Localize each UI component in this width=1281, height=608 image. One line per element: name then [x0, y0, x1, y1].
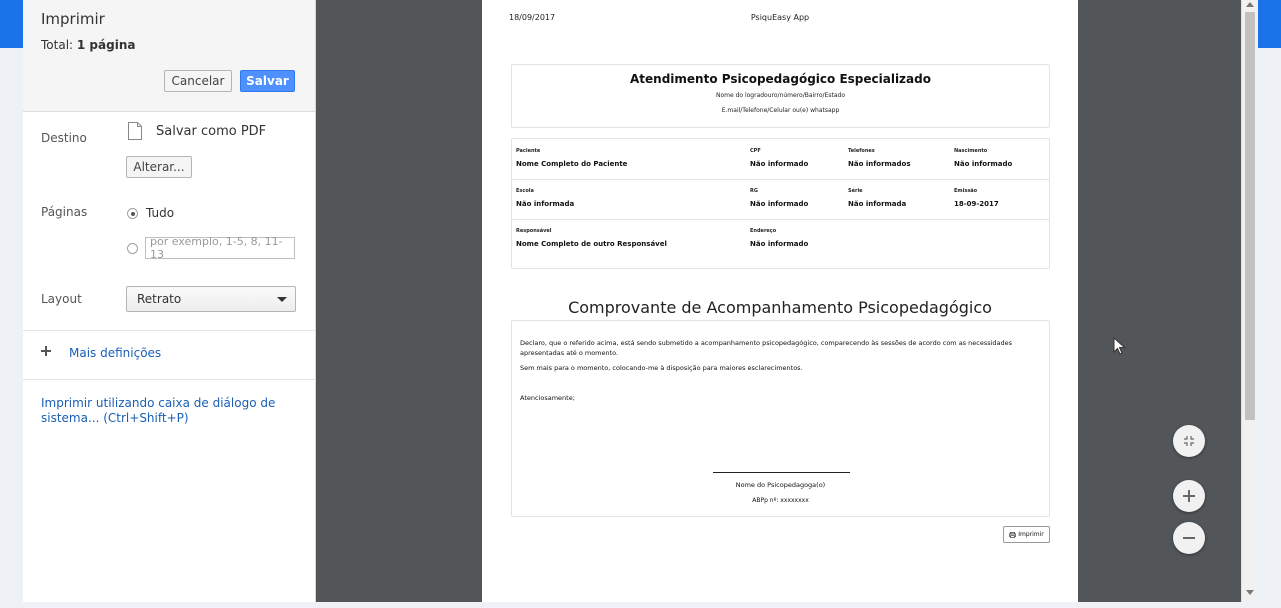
row-divider: [512, 179, 1049, 180]
print-settings-panel: [23, 0, 316, 602]
layout-select[interactable]: [126, 286, 296, 312]
field-label-endereco: Endereço: [750, 228, 777, 234]
field-label-nascimento: Nascimento: [954, 148, 988, 154]
field-label-rg: RG: [750, 188, 758, 194]
page-print-label: Imprimir: [1018, 531, 1044, 538]
field-value-cpf: Não informado: [750, 160, 809, 168]
layout-select-value: Retrato: [137, 292, 182, 306]
signature-name: Nome do Psicopedagoga(o): [735, 481, 826, 489]
chevron-down-icon: [277, 297, 287, 302]
receipt-closing: Atenciosamente;: [520, 394, 575, 402]
fit-to-page-icon: [1173, 425, 1205, 457]
field-value-paciente: Nome Completo do Paciente: [516, 160, 628, 168]
divider: [23, 379, 315, 380]
layout-label: Layout: [41, 292, 82, 306]
print-dialog-header: [23, 0, 315, 112]
destination-label: Destino: [41, 131, 87, 145]
preview-page: [482, 0, 1078, 602]
file-icon: [128, 122, 142, 140]
field-value-endereco: Não informado: [750, 240, 809, 248]
field-value-responsavel: Nome Completo de outro Responsável: [516, 240, 667, 248]
document-header-box: [511, 64, 1050, 128]
pages-label: Páginas: [41, 205, 88, 219]
field-value-escola: Não informada: [516, 200, 575, 208]
pages-custom-radio[interactable]: [127, 243, 138, 254]
signature-line: [713, 472, 850, 473]
row-divider: [512, 219, 1049, 220]
cancel-button[interactable]: Cancelar: [164, 70, 232, 92]
printer-icon: [1009, 532, 1016, 538]
total-pages: [41, 38, 135, 52]
receipt-body-box: [511, 320, 1050, 517]
page-app-name: PsiquEasy App: [750, 13, 810, 22]
field-label-cpf: CPF: [750, 148, 761, 154]
field-label-paciente: Paciente: [516, 148, 541, 154]
more-settings-link[interactable]: Mais definições: [69, 346, 162, 360]
page-date: 18/09/2017: [509, 13, 556, 22]
field-label-serie: Série: [848, 188, 863, 194]
background-header-left: [0, 0, 23, 48]
background-window-right: [1257, 0, 1281, 608]
background-header-right: [1257, 0, 1281, 48]
fit-to-page-button[interactable]: [1173, 425, 1205, 457]
window-bottom-edge: [23, 602, 1257, 608]
field-label-telefones: Telefones: [848, 148, 875, 154]
field-value-rg: Não informado: [750, 200, 809, 208]
print-dialog-title: Imprimir: [41, 10, 105, 28]
change-destination-button[interactable]: Alterar...: [126, 156, 192, 178]
scroll-thumb[interactable]: [1245, 12, 1255, 420]
preview-scrollbar[interactable]: [1241, 0, 1258, 602]
zoom-out-button[interactable]: [1173, 522, 1205, 554]
pages-all-label[interactable]: Tudo: [146, 206, 175, 220]
plus-icon[interactable]: [41, 346, 51, 356]
save-button[interactable]: Salvar: [240, 70, 295, 92]
field-label-responsavel: Responsável: [516, 228, 552, 234]
field-value-emissao: 18-09-2017: [954, 200, 999, 208]
field-label-emissao: Emissão: [954, 188, 978, 194]
patient-info-box: [511, 138, 1050, 269]
signature-registration: ABPp nº: xxxxxxxx: [752, 497, 809, 504]
document-contact: E.mail/Telefone/Celular ou(e) whatsapp: [721, 107, 840, 114]
receipt-paragraph: Declaro, que o referido acima, está sendo submetido a acompanhamento psicopedagógico, comparecendo às sessões de acordo com as necessidades apresentadas até o momento.: [520, 339, 1013, 357]
pages-all-radio[interactable]: [127, 208, 138, 219]
zoom-in-button[interactable]: [1173, 480, 1205, 512]
receipt-title: Comprovante de Acompanhamento Psicopedagógico: [568, 298, 992, 317]
page-print-button[interactable]: [1003, 526, 1050, 543]
scroll-down-arrow-icon[interactable]: [1246, 590, 1254, 595]
document-address: Nome do logradouro/número/Bairro/Estado: [715, 92, 846, 99]
total-prefix: Total:: [41, 38, 74, 52]
total-value: 1 página: [76, 38, 136, 52]
divider: [23, 330, 315, 331]
document-title: Atendimento Psicopedagógico Especializado: [630, 72, 931, 86]
scroll-up-arrow-icon[interactable]: [1246, 2, 1254, 7]
background-window-left: [0, 0, 23, 608]
receipt-paragraph: Sem mais para o momento, colocando-me à disposição para maiores esclarecimentos.: [520, 364, 803, 372]
destination-value: Salvar como PDF: [156, 124, 267, 139]
system-dialog-link[interactable]: Imprimir utilizando caixa de diálogo de sistema... (Ctrl+Shift+P): [41, 396, 276, 425]
mouse-cursor-icon: [1113, 337, 1127, 357]
pages-range-input[interactable]: por exemplo, 1-5, 8, 11-13: [145, 237, 295, 259]
field-label-escola: Escola: [516, 188, 534, 194]
field-value-telefones: Não informados: [848, 160, 911, 168]
field-value-nascimento: Não informado: [954, 160, 1013, 168]
print-preview-area: [316, 0, 1241, 602]
field-value-serie: Não informada: [848, 200, 907, 208]
